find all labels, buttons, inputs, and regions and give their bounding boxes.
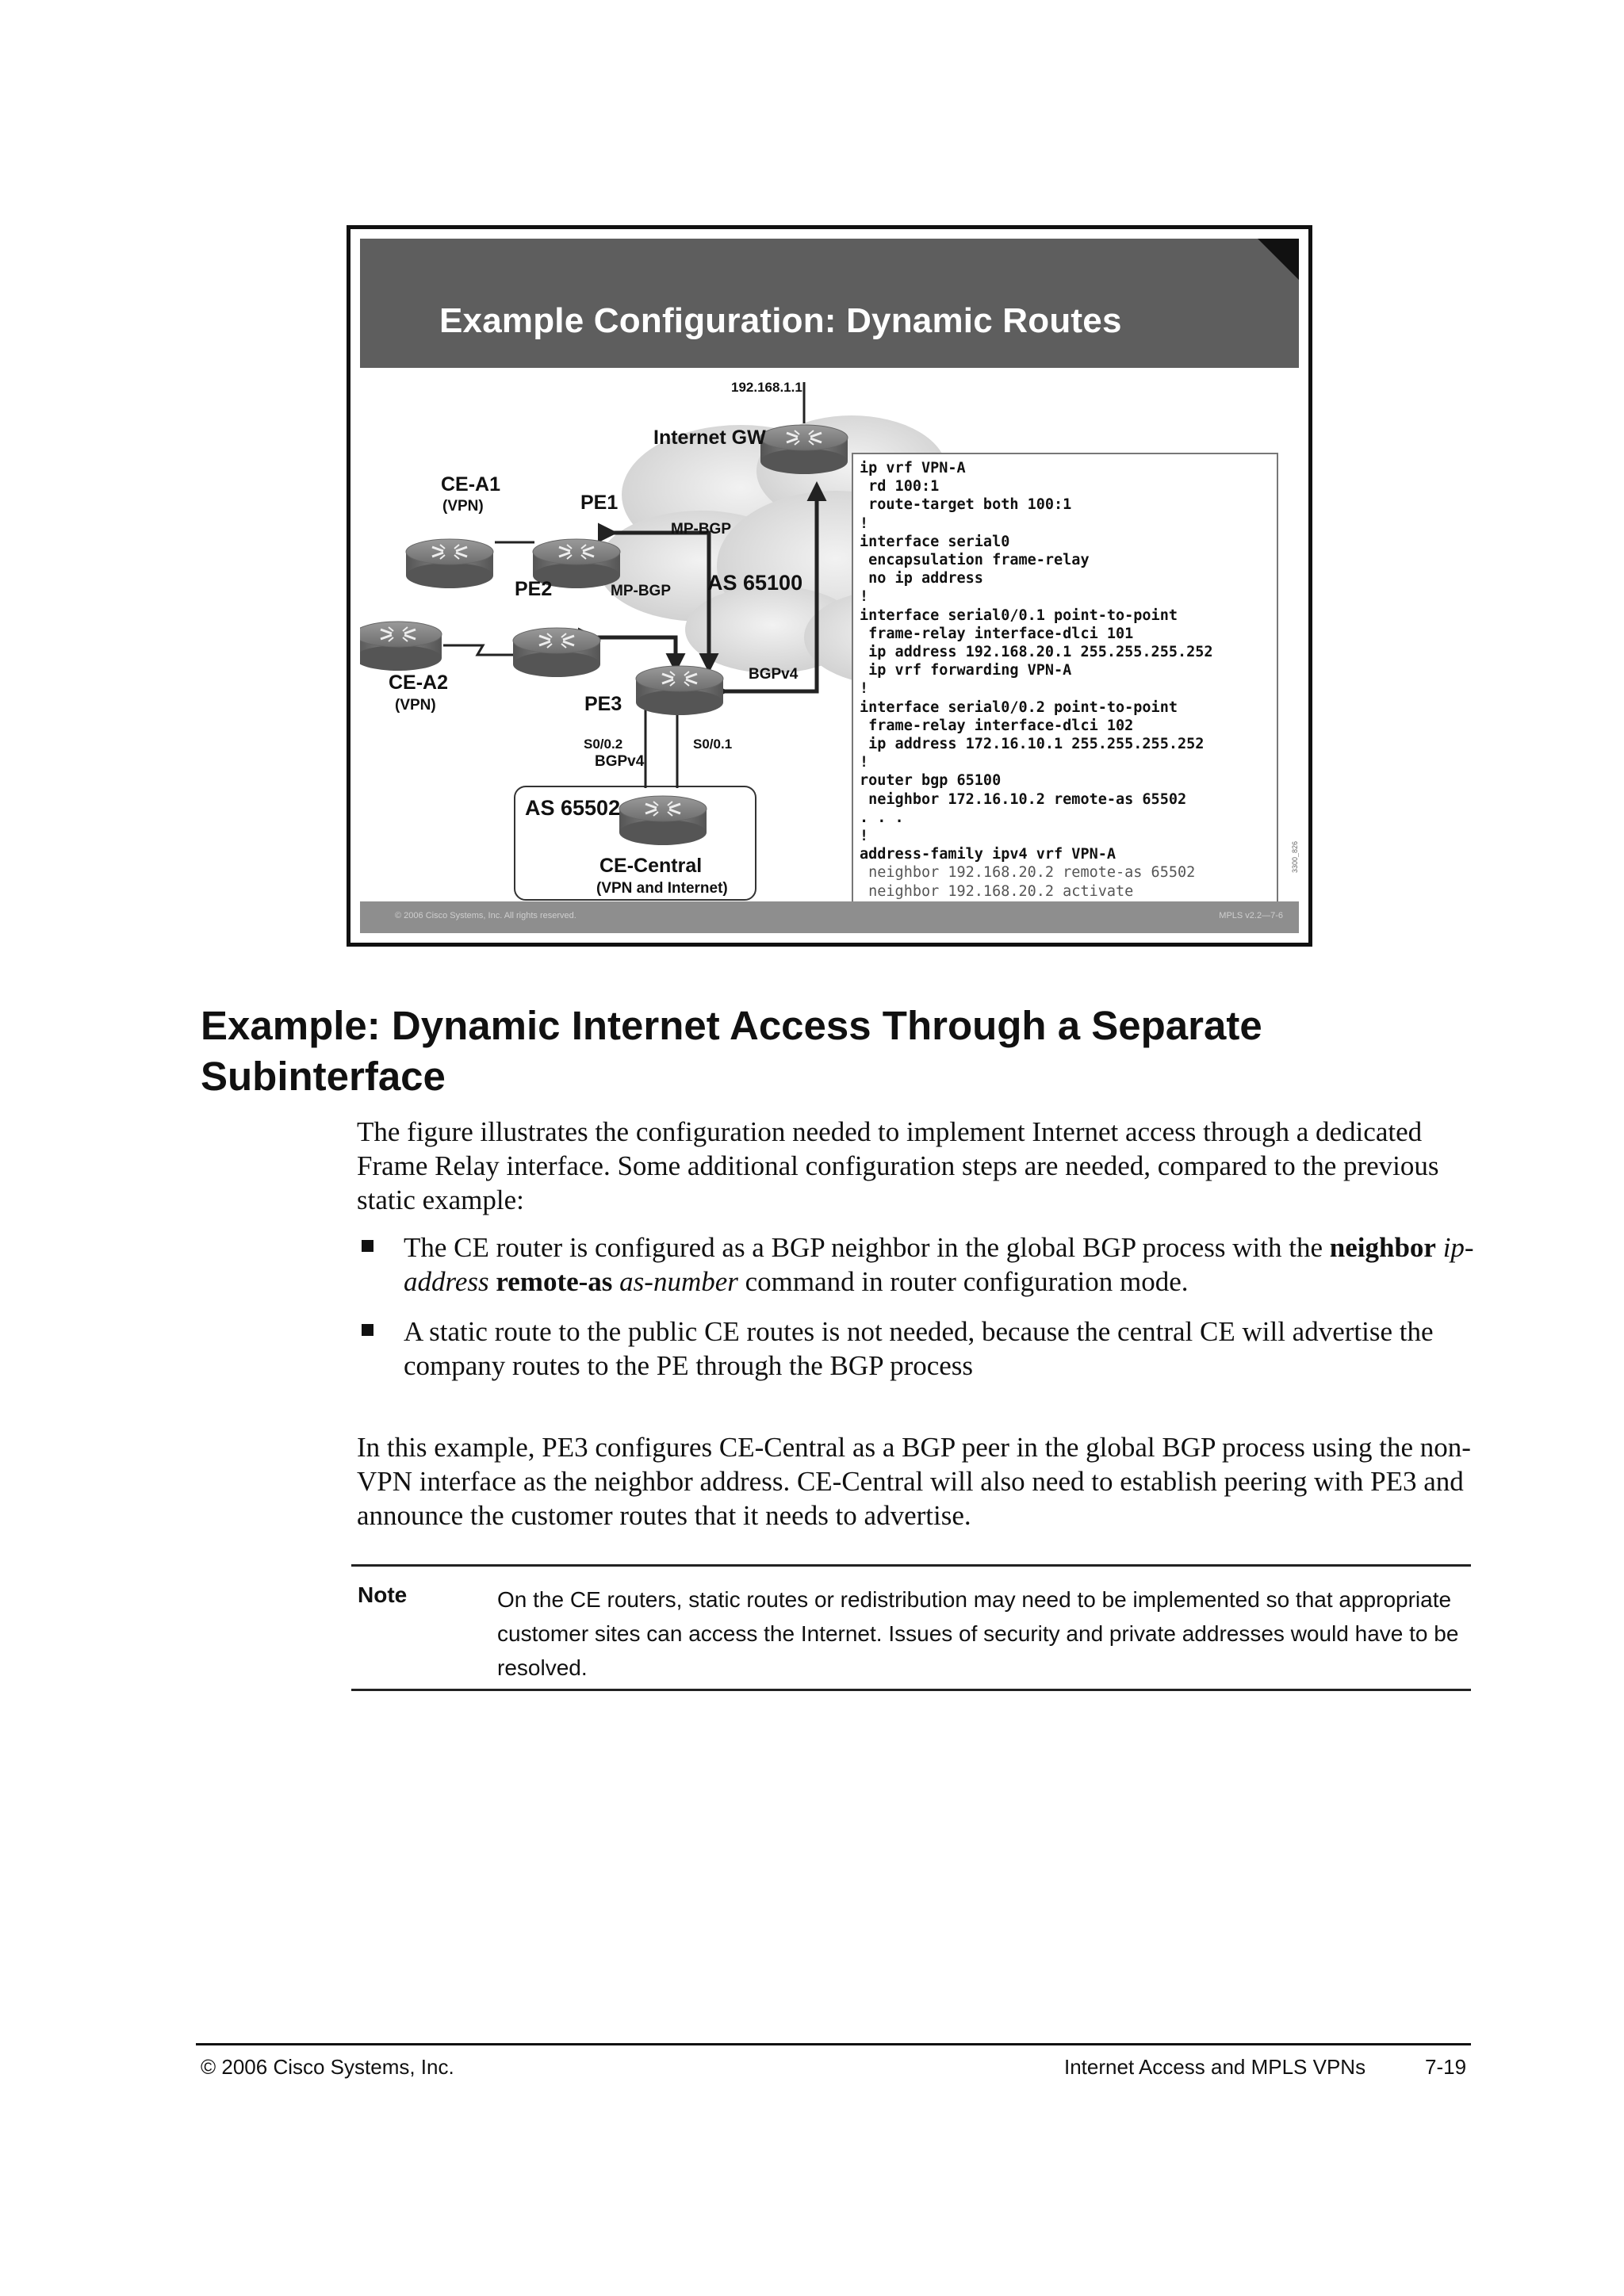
config-line: no ip address	[860, 570, 983, 587]
config-line: neighbor 172.16.10.2 remote-as 65502	[860, 790, 1187, 808]
config-line: !	[860, 588, 869, 606]
s0-02-label: S0/0.2	[584, 737, 623, 752]
bullet-text: A static route to the public CE routes is not needed, because the central CE will advertise the company routes to the PE through the BGP process	[404, 1316, 1434, 1381]
config-line: neighbor 192.168.20.2 remote-as 65502	[860, 864, 1196, 882]
config-line: ip vrf VPN-A	[860, 460, 966, 476]
bullet-text	[404, 1230, 1482, 1299]
footer-title: Internet Access and MPLS VPNs	[1064, 2055, 1366, 2079]
config-line: address-family ipv4 vrf VPN-A	[860, 846, 1116, 863]
arg-ip-address: ip-address	[404, 1232, 1474, 1297]
internet-gw-router	[760, 425, 848, 474]
intro-paragraph: The figure illustrates the configuration needed to implement Internet access through a dedicated Frame Relay interface. Some additional configuration steps are needed, compared to the previous static example:	[357, 1116, 1439, 1215]
as-65502-label: AS 65502	[525, 796, 621, 820]
config-line: encapsulation frame-relay	[860, 552, 1090, 569]
mp-bgp-label-1: MP-BGP	[671, 521, 731, 538]
footer-rule	[196, 2043, 1471, 2045]
note-text: On the CE routers, static routes or redistribution may need to be implemented so that appropriate customer sites can access the Internet. Issues of security and private addresses would have to be resolved.	[497, 1587, 1459, 1680]
page-number: 7-19	[1425, 2055, 1467, 2079]
note-label: Note	[358, 1582, 408, 1607]
pe2-label: PE2	[515, 578, 553, 600]
ce-a1-label: CE-A1	[441, 473, 501, 496]
section-heading: Example: Dynamic Internet Access Through a Separate Subinterface	[201, 1003, 1262, 1099]
as-65100-label: AS 65100	[707, 571, 803, 595]
config-line: rd 100:1	[860, 478, 940, 496]
config-line: frame-relay interface-dlci 102	[860, 717, 1134, 734]
note-block	[351, 1564, 1471, 1691]
closing-paragraph: In this example, PE3 configures CE-Central as a BGP peer in the global BGP process using the non-VPN interface as the neighbor address. CE-Central will also need to establish peering with PE3 and announce the customer routes that it needs to advertise.	[357, 1432, 1471, 1531]
config-line: neighbor 192.168.20.2 activate	[860, 882, 1134, 900]
internet-gw-ip-label: 192.168.1.1	[731, 380, 802, 395]
slide-copyright: © 2006 Cisco Systems, Inc. All rights reserved.	[395, 911, 576, 920]
slide-figure	[347, 225, 1312, 947]
keyword-neighbor: neighbor	[1329, 1232, 1436, 1263]
slide-corner-fold	[1258, 239, 1299, 280]
ce-a2-sub-label: (VPN)	[395, 697, 436, 714]
bullet-marker	[362, 1240, 373, 1252]
keyword-remote-as: remote-as	[496, 1266, 613, 1297]
slide-code: MPLS v2.2—7-6	[1219, 911, 1283, 920]
pe2-router	[513, 628, 600, 677]
ce-central-sub-label: (VPN and Internet)	[596, 880, 728, 897]
config-line: route-target both 100:1	[860, 496, 1072, 514]
config-line: ip vrf forwarding VPN-A	[860, 662, 1072, 679]
bullet-text-pre: The CE router is configured as a BGP neighbor in the global BGP process with the	[404, 1232, 1330, 1263]
bgpv4-left-label: BGPv4	[595, 753, 645, 770]
mp-bgp-label-2: MP-BGP	[611, 583, 671, 599]
config-line: !	[860, 754, 869, 771]
config-line: router bgp 65100	[860, 772, 1002, 790]
pe3-router	[636, 666, 723, 715]
config-listing	[852, 453, 1278, 905]
s0-01-label: S0/0.1	[693, 737, 733, 752]
config-line: interface serial0/0.2 point-to-point	[860, 698, 1178, 716]
config-line: . . .	[860, 809, 904, 826]
config-line: !	[860, 680, 869, 698]
ce-central-router	[619, 796, 707, 845]
internet-gw-label: Internet GW	[653, 427, 766, 449]
ce-a1-sub-label: (VPN)	[442, 498, 484, 515]
slide-title: Example Configuration: Dynamic Routes	[439, 301, 1122, 340]
slide-canvas	[360, 239, 1299, 933]
slide-footer	[360, 901, 1299, 933]
ce-a2-label: CE-A2	[389, 672, 449, 694]
slide-title-bar	[360, 239, 1299, 368]
footer-copyright: © 2006 Cisco Systems, Inc.	[201, 2055, 454, 2079]
bullet-text-post: command in router configuration mode.	[737, 1266, 1189, 1297]
bullet-marker	[362, 1324, 373, 1336]
config-line: ip address 172.16.10.1 255.255.255.252	[860, 736, 1205, 753]
ce-a1-router	[406, 539, 493, 588]
pe3-label: PE3	[584, 693, 622, 715]
pe1-label: PE1	[580, 492, 619, 514]
arg-as-number: as-number	[619, 1266, 738, 1297]
ce-central-label: CE-Central	[599, 855, 703, 877]
bgpv4-right-label: BGPv4	[749, 666, 799, 683]
config-line: interface serial0	[860, 533, 1010, 550]
config-line: ip address 192.168.20.1 255.255.255.252	[860, 644, 1213, 661]
config-line: !	[860, 515, 869, 532]
config-line: frame-relay interface-dlci 101	[860, 625, 1134, 642]
config-line: interface serial0/0.1 point-to-point	[860, 607, 1178, 624]
config-line: !	[860, 828, 869, 845]
figure-id: 3300_826	[1291, 840, 1299, 873]
ce-a2-router	[360, 622, 442, 671]
